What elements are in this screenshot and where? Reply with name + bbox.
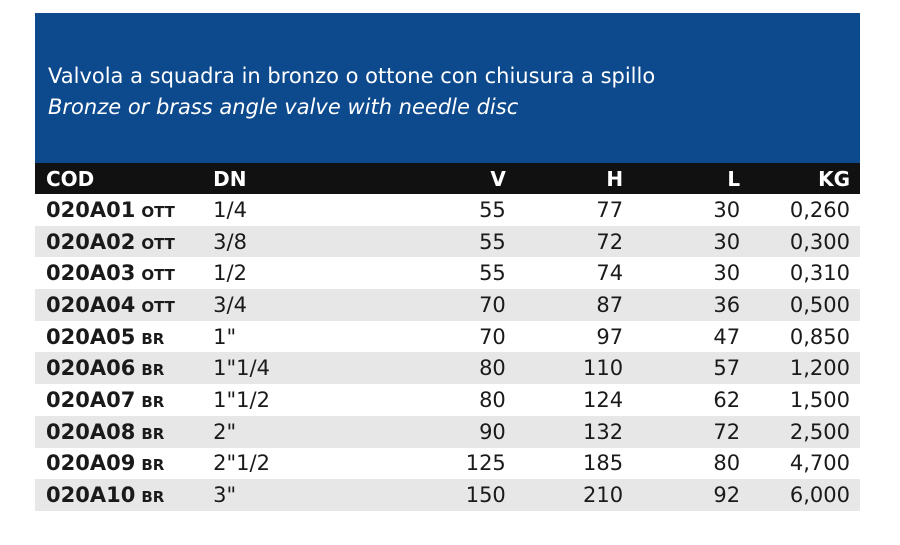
title-english: Bronze or brass angle valve with needle disc: [48, 95, 519, 119]
cell-kg: 1,200: [789, 356, 850, 381]
product-code: 020A04: [46, 292, 136, 317]
cell-dn: 1"1/4: [213, 356, 270, 381]
cell-kg: 2,500: [789, 419, 850, 444]
cell-h: 124: [582, 387, 624, 412]
cell-dn: 1/4: [213, 197, 247, 222]
cell-cod: [35, 226, 213, 258]
cell-cod: [35, 289, 213, 321]
cell-h: 210: [582, 483, 624, 508]
cell-l: 80: [713, 451, 741, 476]
cell-h: 77: [596, 197, 624, 222]
cell-l: 47: [713, 324, 741, 349]
cell-l: 57: [713, 356, 741, 381]
cell-h: 97: [596, 324, 624, 349]
cell-cod: [35, 384, 213, 416]
cell-h: 74: [596, 261, 624, 286]
cell-kg: 0,260: [789, 197, 850, 222]
cell-cod: [35, 321, 213, 353]
cell-l: 92: [713, 483, 741, 508]
cell-l: 62: [713, 387, 741, 412]
cell-dn: 3": [213, 483, 237, 508]
product-code: 020A05: [46, 324, 136, 349]
cell-cod: [35, 257, 213, 289]
cell-h: 132: [582, 419, 624, 444]
cell-v: 125: [465, 451, 506, 476]
cell-cod: [35, 194, 213, 226]
cell-h: 185: [582, 451, 624, 476]
product-table: [35, 163, 860, 511]
material-tag: OTT: [141, 266, 175, 285]
cell-kg: 1,500: [789, 387, 850, 412]
cell-v: 55: [479, 197, 506, 222]
table-row: [35, 479, 860, 511]
cell-cod: [35, 352, 213, 384]
material-tag: OTT: [141, 234, 175, 253]
cell-v: 90: [479, 419, 506, 444]
product-code: 020A07: [46, 387, 136, 412]
product-code: 020A02: [46, 229, 136, 254]
material-tag: OTT: [141, 297, 175, 316]
cell-dn: 1": [213, 324, 237, 349]
cell-cod: [35, 416, 213, 448]
cell-h: 72: [596, 229, 624, 254]
table-row: [35, 321, 860, 353]
material-tag: OTT: [141, 202, 175, 221]
header-kg: KG: [818, 166, 850, 191]
product-code: 020A10: [46, 483, 136, 508]
table-row: [35, 257, 860, 289]
product-code: 020A01: [46, 197, 136, 222]
cell-kg: 6,000: [789, 483, 850, 508]
header-v: V: [490, 166, 506, 191]
cell-v: 70: [479, 292, 506, 317]
header-l: L: [727, 166, 741, 191]
material-tag: BR: [141, 392, 165, 411]
cell-dn: 2": [213, 419, 237, 444]
cell-v: 70: [479, 324, 506, 349]
product-code: 020A09: [46, 451, 136, 476]
header-cod: COD: [46, 166, 95, 191]
cell-v: 150: [465, 483, 506, 508]
table-row: [35, 226, 860, 258]
material-tag: BR: [141, 424, 165, 443]
cell-l: 36: [713, 292, 741, 317]
header-dn: DN: [213, 166, 247, 191]
table-row: [35, 416, 860, 448]
cell-v: 55: [479, 229, 506, 254]
material-tag: BR: [141, 361, 165, 380]
cell-l: 72: [713, 419, 741, 444]
table-row: [35, 289, 860, 321]
table-row: [35, 352, 860, 384]
cell-v: 80: [479, 387, 506, 412]
product-code: 020A06: [46, 356, 136, 381]
title-banner: [35, 13, 860, 163]
header-h: H: [606, 166, 624, 191]
table-row: [35, 384, 860, 416]
cell-l: 30: [713, 229, 741, 254]
cell-cod: [35, 448, 213, 480]
cell-dn: 1"1/2: [213, 387, 270, 412]
table-row: [35, 194, 860, 226]
cell-cod: [35, 479, 213, 511]
cell-kg: 4,700: [789, 451, 850, 476]
cell-v: 80: [479, 356, 506, 381]
cell-h: 110: [582, 356, 624, 381]
cell-dn: 3/8: [213, 229, 247, 254]
product-code: 020A03: [46, 261, 136, 286]
cell-h: 87: [596, 292, 624, 317]
cell-dn: 3/4: [213, 292, 247, 317]
cell-kg: 0,500: [789, 292, 850, 317]
cell-kg: 0,850: [789, 324, 850, 349]
cell-kg: 0,310: [789, 261, 850, 286]
cell-kg: 0,300: [789, 229, 850, 254]
table-header-row: [35, 163, 860, 194]
title-italian: Valvola a squadra in bronzo o ottone con chiusura a spillo: [48, 64, 656, 88]
cell-dn: 1/2: [213, 261, 247, 286]
cell-dn: 2"1/2: [213, 451, 270, 476]
material-tag: BR: [141, 329, 165, 348]
product-code: 020A08: [46, 419, 136, 444]
table-row: [35, 448, 860, 480]
table-body: [35, 194, 860, 511]
cell-l: 30: [713, 197, 741, 222]
cell-l: 30: [713, 261, 741, 286]
material-tag: BR: [141, 456, 165, 475]
material-tag: BR: [141, 488, 165, 507]
cell-v: 55: [479, 261, 506, 286]
